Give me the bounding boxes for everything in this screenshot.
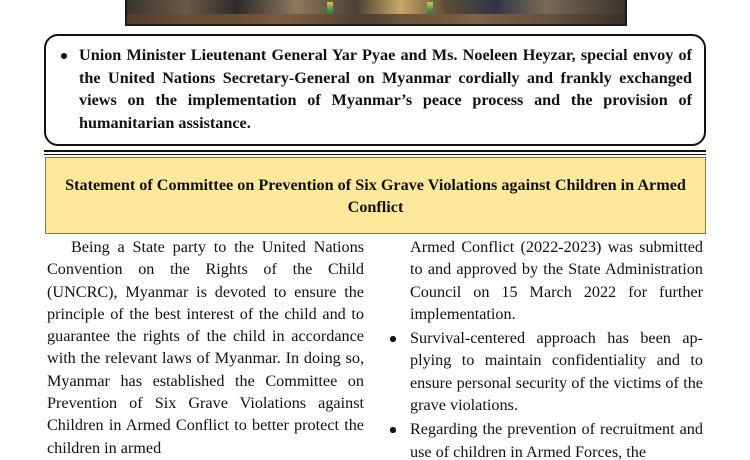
- photo-table: [127, 14, 625, 24]
- continued-paragraph: Armed Conflict (2022-2023) was submitted to and approved by the State Administration Council on 15 March 2022 for further implementation.: [410, 238, 703, 323]
- bullet-icon: [390, 336, 396, 342]
- divider-line: [44, 150, 706, 152]
- divider-line-thin: [44, 154, 706, 155]
- highlight-list: [62, 44, 692, 134]
- section-heading: Statement of Committee on Prevention of Six Grave Violations against Children in Armed Conflict: [65, 175, 686, 216]
- highlight-text: Union Minister Lieutenant General Yar Pyae and Ms. Noeleen Heyzar, special envoy of the United Nations Secretary-General on Myanmar cordially and frankly exchanged views on the implementation of Myanmar’s peace process and the provision of humanitarian assistance.: [79, 46, 692, 132]
- highlight-box: [44, 34, 706, 146]
- list-item-text: Regarding the prevention of recruitment and use of children in Armed Forces, the: [410, 420, 703, 460]
- meeting-photo: [125, 0, 627, 26]
- list-item-text: Survival-centered approach has been applying to maintain confidentiality and to ensure personal security of the victims of the grave violations.: [410, 329, 703, 415]
- bullet-icon: [61, 53, 67, 59]
- section-heading-box: [45, 157, 706, 234]
- body-paragraph: Being a State party to the United Nations Convention on the Rights of the Child (UNCRC), Myanmar is devoted to ensure the principle of the best interest of the child and to guarantee the rights of the child in accordance with the relevant laws of Myanmar. In doing so, Myanmar has established the Committee on Prevention of Six Grave Violations against Children in Armed Conflict to better protect the children in armed: [47, 238, 364, 457]
- list-item: [387, 418, 703, 460]
- list-item: [387, 327, 703, 416]
- bullet-icon: [390, 427, 396, 433]
- left-column: [47, 236, 364, 459]
- bullet-list: [387, 327, 703, 460]
- right-column: [387, 236, 703, 460]
- highlight-item: [62, 44, 692, 134]
